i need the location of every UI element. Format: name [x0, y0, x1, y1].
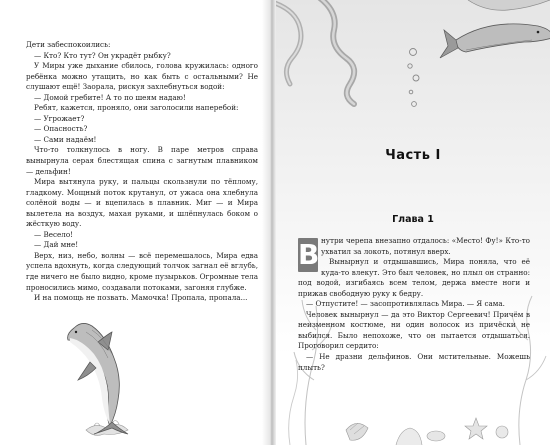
- left-page-text: [26, 40, 258, 304]
- paragraph: Вынырнул и отдышавшись, Мира поняла, что её куда-то влекут. Это был человек, но плыл он странно: под водой, изгибаясь всем телом, держа вместе ноги и прижав свободную руку к бедру.: [298, 257, 530, 298]
- paragraph: — Опасность?: [34, 124, 88, 134]
- dolphin-illustration: [56, 318, 156, 440]
- chapter-title: Глава 1: [392, 214, 434, 225]
- paragraph: — Не дразни дельфинов. Они мстительные. Можешь плыть?: [298, 352, 530, 372]
- paragraph: Мира вытянула руку, и пальцы скользнули по тёплому, гладкому. Мощный поток крутанул, от ужаса она хлебнула солёной воды — и вцепилась в плавник. Миг — и Мира вылетела на воздух, махая руками, и шлёпнулась боком о жёсткую воду.: [26, 177, 258, 229]
- paragraph: — Кто? Кто тут? Он украдёт рыбку?: [34, 50, 171, 60]
- paragraph: Что-то толкнулось в ногу. В паре метров справа вынырнула серая блестящая спина с загнутым плавником — дельфин!: [26, 145, 258, 176]
- first-paragraph-text: нутри черепа внезапно отдалось: «Место! Фу!» Кто-то ухватил за локоть, потянул вверх.: [321, 236, 530, 256]
- paragraph: — Домой гребите! А то по шеям надаю!: [34, 92, 186, 102]
- paragraph: Дети забеспокоились:: [26, 40, 111, 49]
- paragraph: — Дай мне!: [34, 240, 79, 250]
- paragraph: — Сами надаём!: [34, 134, 97, 144]
- paragraph: Верх, низ, небо, волны — всё перемешалось, Мира едва успела вдохнуть, когда следующий толчок загнал её вглубь, где ничего не было видно, кроме пузырьков. Огромные тела проносились мимо, создавали потоками, загоняя глубже.: [26, 250, 258, 292]
- paragraph: И на помощь не позвать. Мамочка! Пропала, пропала...: [34, 293, 248, 303]
- paragraph: Человек вынырнул — да это Виктор Сергеевич! Причём в неизменном костюме, ни один волосок из причёски не выбился. Было непохоже, что он пытается отдышаться. Проговорил сердито:: [298, 309, 530, 351]
- left-page: [0, 0, 270, 445]
- part-title: Часть I: [385, 148, 441, 163]
- first-paragraph: [298, 236, 530, 271]
- paragraph: — Угрожает?: [34, 113, 85, 123]
- paragraph: Ребят, кажется, проняло, они заголосили наперебой:: [34, 103, 239, 113]
- paragraph: — Отпустите! — засопротивлялась Мира. — Я сама.: [306, 299, 505, 309]
- drop-cap: В: [298, 238, 320, 271]
- paragraph: — Весело!: [34, 229, 74, 239]
- paragraph: У Миры уже дыхание сбилось, голова кружилась: одного ребёнка можно утащить, но как быть с остальными? Не слушают ещё! Заорала, рискуя захлебнуться водой:: [26, 61, 258, 92]
- right-page: [276, 0, 550, 445]
- right-page-text: [298, 236, 530, 373]
